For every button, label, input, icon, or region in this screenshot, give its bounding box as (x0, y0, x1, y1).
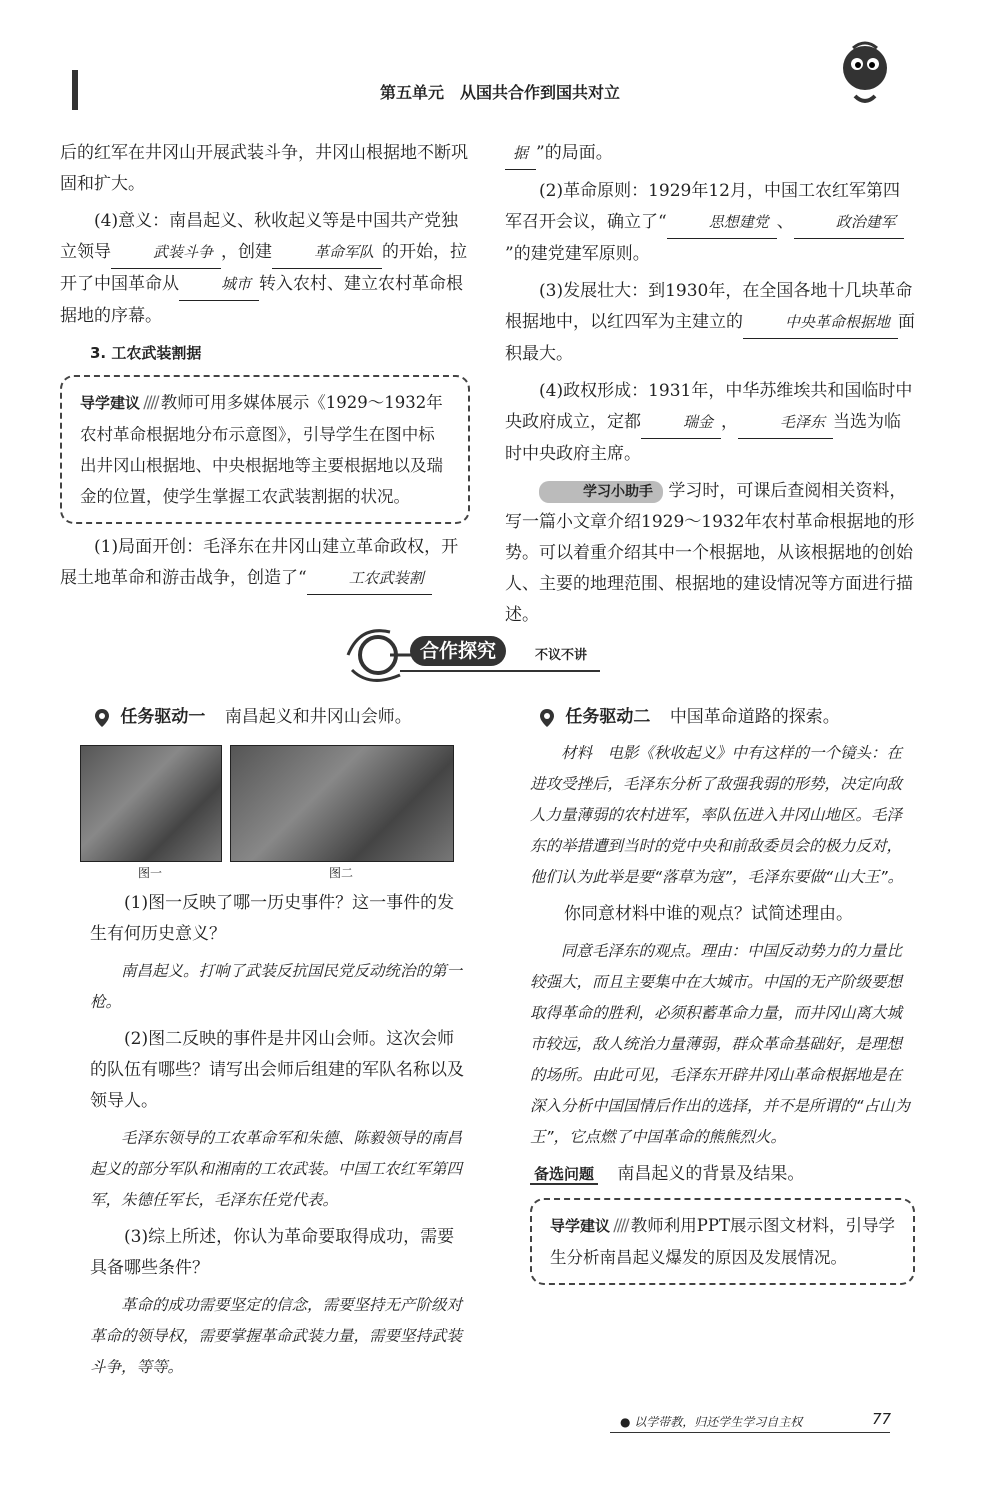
task-label: 任务驱动二 (565, 707, 651, 727)
question: 你同意材料中谁的观点？试简述理由。 (564, 904, 853, 924)
left-column (60, 138, 470, 601)
question: (2)图二反映的事件是井冈山会师。这次会师的队伍有哪些？请写出会师后组建的军队名称以及领导人。 (90, 1029, 464, 1111)
page-number: 77 (872, 1410, 892, 1428)
figure-two-caption: 图二 (328, 866, 353, 880)
task-label: 任务驱动一 (120, 707, 206, 727)
helper-label: 学习小助手 (539, 481, 663, 503)
answer-blank: 毛泽东 (738, 407, 833, 439)
figure-one-photo (80, 745, 222, 862)
paragraph: 据 ”的局面。 (505, 138, 915, 170)
guide-box (60, 375, 470, 524)
paragraph: (1)局面开创：毛泽东在井冈山建立革命政权，开展土地革命和游击战争，创造了“ 工农武装割 (60, 532, 470, 595)
figure-two-photo (230, 745, 454, 862)
helper-text: 学习时，可课后查阅相关资料，写一篇小文章介绍1929～1932年农村革命根据地的形势。可以着重介绍其中一个根据地，从该根据地的创始人、主要的地理范围、根据地的建设情况等方面进行描述。 (505, 481, 915, 625)
hatch-icon: //// (610, 1216, 631, 1235)
section-banner (340, 620, 640, 690)
question: (1)图一反映了哪一历史事件？这一事件的发生有何历史意义？ (90, 893, 455, 944)
answer: 革命的成功需要坚定的信念，需要坚持无产阶级对革命的领导权，需要掌握革命武装力量，需要坚持武装斗争，等等。 (90, 1296, 463, 1376)
answer: 南昌起义。打响了武装反抗国民党反动统治的第一枪。 (90, 962, 463, 1011)
guide-label: 导学建议 (80, 394, 141, 412)
answer-blank: 武装斗争 (111, 237, 221, 269)
section-underline (400, 670, 600, 672)
section-title: 合作探究 (410, 636, 506, 666)
task-two-body (530, 738, 915, 1285)
material: 材料 电影《秋收起义》中有这样的一个镜头：在进攻受挫后，毛泽东分析了敌强我弱的形势，决定向敌人力量薄弱的农村进军，率队伍进入井冈山地区。毛泽东的举措遭到当时的党中央和前敌委员会的极力反对，他们认为此举是要“落草为寇”，毛泽东要做“山大王”。 (530, 744, 904, 886)
right-column (505, 138, 915, 637)
paragraph: (2)革命原则：1929年12月，中国工农红军第四军召开会议，确立了“ 思想建党 、 政治建军”的建党建军原则。 (505, 176, 915, 270)
section-heading: 3. 工农武装割据 (90, 344, 202, 362)
section-subtitle: 不议不讲 (535, 648, 588, 663)
question: (3)综上所述，你认为革命要取得成功，需要具备哪些条件？ (90, 1227, 455, 1278)
paragraph: (4)意义：南昌起义、秋收起义等是中国共产党独立领导 武装斗争 ，创建 革命军队 的开始，拉开了中国革命从 城市 转入农村、建立农村革命根据地的序幕。 (60, 211, 468, 326)
task-two-header (540, 702, 920, 732)
figure-one-caption: 图一 (137, 866, 162, 880)
footer-rule (610, 1432, 890, 1433)
answer-blank: 工农武装割 (307, 563, 432, 595)
location-pin-icon (540, 709, 554, 727)
paragraph: (3)发展壮大：到1930年，在全国各地十几块革命根据地中，以红四军为主建立的 中央革命根据地 面积最大。 (505, 281, 916, 364)
backup-text: 南昌起义的背景及结果。 (617, 1164, 805, 1184)
answer-blank: 思想建党 (667, 207, 777, 239)
task-title: 南昌起义和井冈山会师。 (224, 707, 412, 727)
hatch-icon: //// (140, 393, 161, 412)
backup-label: 备选问题 (530, 1165, 598, 1185)
answer-blank: 据 (505, 138, 536, 170)
answer-blank: 革命军队 (272, 237, 382, 269)
answer-blank: 城市 (179, 269, 259, 301)
guide-label: 导学建议 (550, 1217, 611, 1235)
answer: 同意毛泽东的观点。理由：中国反动势力的力量比较强大，而且主要集中在大城市。中国的无产阶级要想取得革命的胜利，必须积蓄革命力量，而井冈山离大城市较远，敌人统治力量薄弱，群众革命基础好，是理想的场所。由此可见，毛泽东开辟井冈山革命根据地是在深入分析中国国情后作出的选择，并不是所谓的“占山为王”，它点燃了中国革命的熊熊烈火。 (530, 942, 911, 1146)
sun-swirl-icon (340, 620, 420, 690)
backup-question (530, 1159, 915, 1190)
guide-text: 教师利用PPT展示图文材料，引导学生分析南昌起义爆发的原因及发展情况。 (550, 1216, 895, 1267)
paragraph: (4)政权形成：1931年，中华苏维埃共和国临时中央政府成立，定都 瑞金 ， 毛泽东 当选为临时中央政府主席。 (505, 381, 913, 464)
page-header: 第五单元 从国共合作到国共对立 (379, 83, 620, 102)
paragraph: 后的红军在井冈山开展武装斗争，井冈山根据地不断巩固和扩大。 (60, 143, 468, 194)
task-one-body (90, 888, 470, 1389)
helper-paragraph (505, 476, 915, 631)
footer-slogan: ● 以学带教，归还学生学习自主权 (620, 1415, 803, 1429)
mascot-icon (835, 40, 895, 110)
answer-blank: 中央革命根据地 (743, 307, 898, 339)
guide-box (530, 1198, 915, 1285)
answer: 毛泽东领导的工农革命军和朱德、陈毅领导的南昌起义的部分军队和湘南的工农武装。中国工农红军第四军，朱德任军长，毛泽东任党代表。 (90, 1129, 463, 1209)
task-one-header (95, 702, 475, 732)
guide-text: 教师可用多媒体展示《1929～1932年农村革命根据地分布示意图》，引导学生在图中标出井冈山根据地、中央根据地等主要根据地以及瑞金的位置，使学生掌握工农武装割据的状况。 (80, 393, 443, 506)
location-pin-icon (95, 709, 109, 727)
answer-blank: 政治建军 (794, 207, 904, 239)
task-title: 中国革命道路的探索。 (669, 707, 840, 727)
answer-blank: 瑞金 (641, 407, 721, 439)
